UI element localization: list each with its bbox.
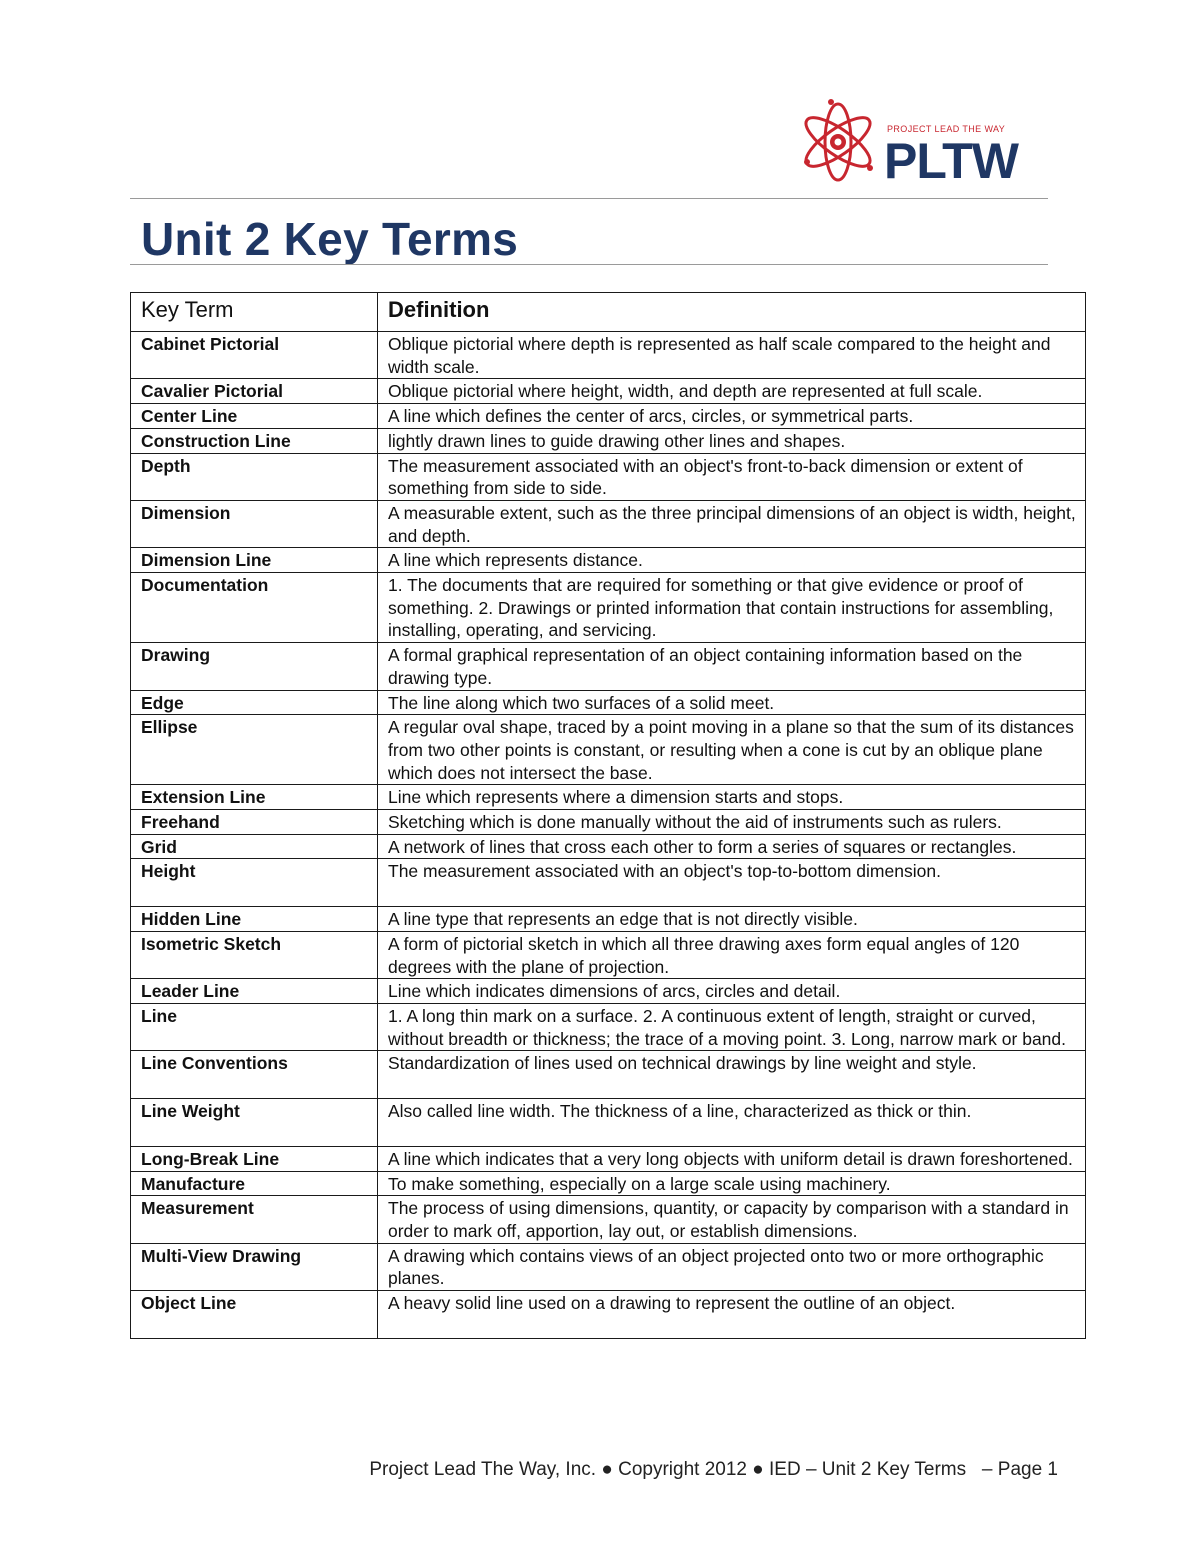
key-term-cell: Object Line [131, 1291, 378, 1339]
column-header-key-term: Key Term [131, 293, 378, 332]
definition-cell: Sketching which is done manually without the aid of instruments such as rulers. [378, 810, 1086, 835]
pltw-logo-graphic [798, 96, 1062, 188]
table-row [131, 785, 1086, 810]
key-terms-body [131, 332, 1086, 1339]
header-divider-top [130, 198, 1048, 199]
table-row [131, 690, 1086, 715]
definition-cell: A regular oval shape, traced by a point moving in a plane so that the sum of its distances from two other points is constant, or resulting when a cone is cut by an oblique plane which does not intersect the base. [378, 715, 1086, 785]
table-row [131, 1243, 1086, 1290]
table-row [131, 1196, 1086, 1243]
table-row [131, 1003, 1086, 1050]
table-row [131, 834, 1086, 859]
definition-cell: A line which defines the center of arcs, circles, or symmetrical parts. [378, 404, 1086, 429]
definition-cell: To make something, especially on a large scale using machinery. [378, 1171, 1086, 1196]
table-row [131, 979, 1086, 1004]
key-term-cell: Freehand [131, 810, 378, 835]
table-row [131, 907, 1086, 932]
definition-cell: A line which indicates that a very long objects with uniform detail is drawn foreshortened. [378, 1146, 1086, 1171]
definition-cell: A formal graphical representation of an object containing information based on the drawing type. [378, 643, 1086, 690]
key-term-cell: Depth [131, 453, 378, 500]
table-row [131, 379, 1086, 404]
definition-cell: A line type that represents an edge that is not directly visible. [378, 907, 1086, 932]
table-row [131, 931, 1086, 978]
definition-cell: Standardization of lines used on technical drawings by line weight and style. [378, 1051, 1086, 1099]
table-row [131, 1171, 1086, 1196]
table-row [131, 1099, 1086, 1147]
table-row [131, 715, 1086, 785]
definition-cell: Also called line width. The thickness of a line, characterized as thick or thin. [378, 1099, 1086, 1147]
definition-cell: A line which represents distance. [378, 548, 1086, 573]
logo-wordmark: PLTW [884, 133, 1018, 188]
table-row [131, 859, 1086, 907]
definition-cell: Oblique pictorial where depth is represented as half scale compared to the height and width scale. [378, 332, 1086, 379]
table-row [131, 810, 1086, 835]
key-term-cell: Cabinet Pictorial [131, 332, 378, 379]
key-term-cell: Hidden Line [131, 907, 378, 932]
table-row [131, 428, 1086, 453]
key-term-cell: Edge [131, 690, 378, 715]
page-footer: Project Lead The Way, Inc. ● Copyright 2012 ● IED – Unit 2 Key Terms – Page 1 [369, 1459, 1058, 1480]
definition-cell: A network of lines that cross each other to form a series of squares or rectangles. [378, 834, 1086, 859]
key-term-cell: Cavalier Pictorial [131, 379, 378, 404]
definition-cell: A drawing which contains views of an object projected onto two or more orthographic planes. [378, 1243, 1086, 1290]
pltw-logo [798, 96, 1062, 188]
key-term-cell: Grid [131, 834, 378, 859]
logo-tagline: PROJECT LEAD THE WAY [887, 124, 1006, 134]
table-row [131, 1291, 1086, 1339]
table-row [131, 643, 1086, 690]
definition-cell: The line along which two surfaces of a solid meet. [378, 690, 1086, 715]
key-term-cell: Height [131, 859, 378, 907]
key-term-cell: Drawing [131, 643, 378, 690]
key-term-cell: Leader Line [131, 979, 378, 1004]
key-term-cell: Line [131, 1003, 378, 1050]
definition-cell: The measurement associated with an object's top-to-bottom dimension. [378, 859, 1086, 907]
table-row [131, 573, 1086, 643]
definition-cell: A heavy solid line used on a drawing to represent the outline of an object. [378, 1291, 1086, 1339]
definition-cell: A form of pictorial sketch in which all three drawing axes form equal angles of 120 degrees with the plane of projection. [378, 931, 1086, 978]
table-row [131, 500, 1086, 547]
definition-cell: The measurement associated with an object's front-to-back dimension or extent of something from side to side. [378, 453, 1086, 500]
page-title: Unit 2 Key Terms [141, 213, 519, 265]
table-row [131, 1051, 1086, 1099]
definition-cell: 1. The documents that are required for something or that give evidence or proof of something. 2. Drawings or printed information that contain instructions for assembling, installing, operating, and servicing. [378, 573, 1086, 643]
key-terms-table [130, 292, 1086, 1339]
key-term-cell: Dimension [131, 500, 378, 547]
key-term-cell: Extension Line [131, 785, 378, 810]
key-term-cell: Multi-View Drawing [131, 1243, 378, 1290]
definition-cell: Line which indicates dimensions of arcs, circles and detail. [378, 979, 1086, 1004]
table-row [131, 548, 1086, 573]
definition-cell: 1. A long thin mark on a surface. 2. A continuous extent of length, straight or curved, without breadth or thickness; the trace of a moving point. 3. Long, narrow mark or band. [378, 1003, 1086, 1050]
key-term-cell: Isometric Sketch [131, 931, 378, 978]
column-header-definition: Definition [378, 293, 1086, 332]
key-term-cell: Ellipse [131, 715, 378, 785]
key-term-cell: Construction Line [131, 428, 378, 453]
key-term-cell: Line Conventions [131, 1051, 378, 1099]
table-row [131, 453, 1086, 500]
definition-cell: Line which represents where a dimension starts and stops. [378, 785, 1086, 810]
table-row [131, 1146, 1086, 1171]
key-term-cell: Manufacture [131, 1171, 378, 1196]
key-term-cell: Center Line [131, 404, 378, 429]
definition-cell: Oblique pictorial where height, width, and depth are represented at full scale. [378, 379, 1086, 404]
definition-cell: The process of using dimensions, quantity, or capacity by comparison with a standard in order to mark off, apportion, lay out, or establish dimensions. [378, 1196, 1086, 1243]
key-term-cell: Measurement [131, 1196, 378, 1243]
table-row [131, 404, 1086, 429]
key-term-cell: Documentation [131, 573, 378, 643]
definition-cell: A measurable extent, such as the three principal dimensions of an object is width, height, and depth. [378, 500, 1086, 547]
key-term-cell: Dimension Line [131, 548, 378, 573]
table-header-row [131, 293, 1086, 332]
key-term-cell: Line Weight [131, 1099, 378, 1147]
header-divider-bottom [130, 264, 1048, 265]
definition-cell: lightly drawn lines to guide drawing other lines and shapes. [378, 428, 1086, 453]
table-row [131, 332, 1086, 379]
key-term-cell: Long-Break Line [131, 1146, 378, 1171]
